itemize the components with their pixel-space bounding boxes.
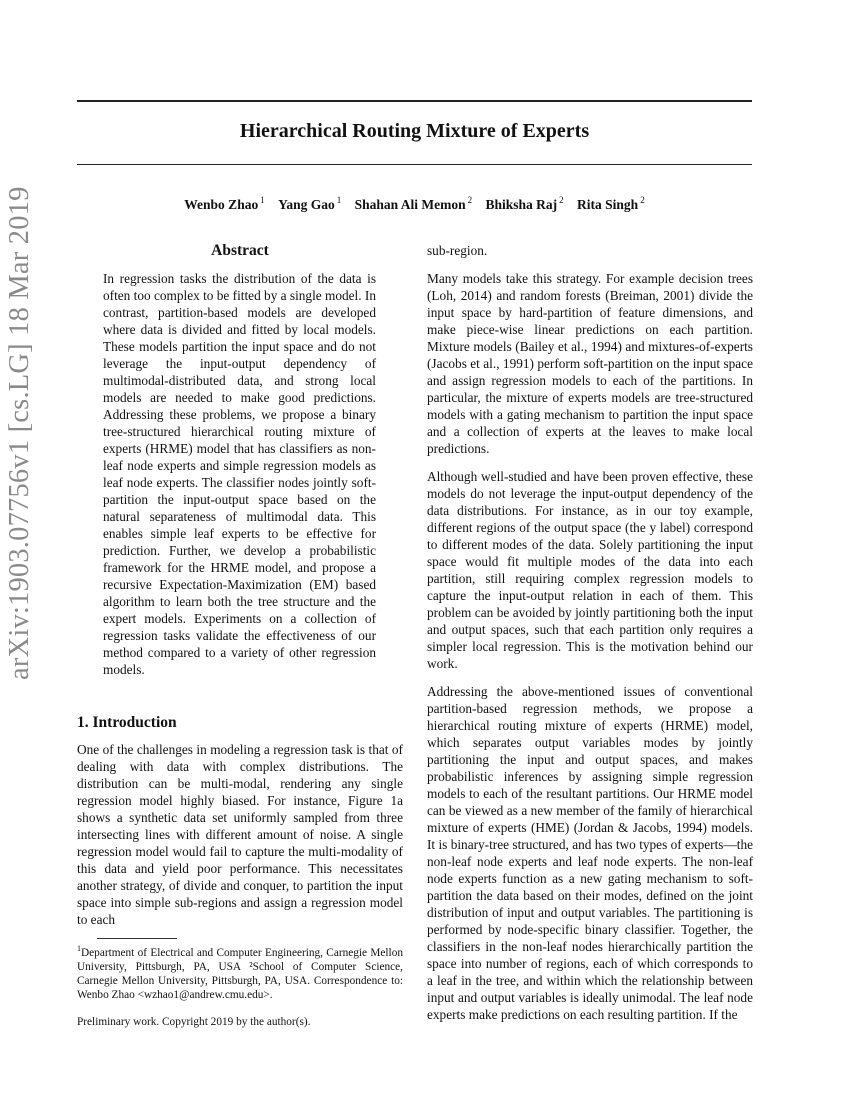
arxiv-identifier-stamp: arXiv:1903.07756v1 [cs.LG] 18 Mar 2019 — [4, 186, 35, 680]
author-name: Yang Gao — [278, 196, 335, 212]
author — [486, 197, 564, 212]
author-name: Rita Singh — [577, 196, 639, 212]
header-top-rule — [77, 100, 752, 102]
author-affiliation: 2 — [467, 195, 473, 205]
header-bottom-rule — [77, 164, 752, 165]
author — [577, 197, 645, 212]
affiliation-footnote — [77, 942, 403, 1002]
author-affiliation: 2 — [640, 195, 645, 205]
abstract-text: In regression tasks the distribution of the data is often too complex to be fitted by a single model. In contrast, partition-based models are developed where data is divided and fitted by local models. These models partition the input space and do not leverage the input-output dependency of multimodal-distributed data, and strong local models are needed to make good predictions. Addressing these problems, we propose a binary tree-structured hierarchical routing mixture of experts (HRME) model that has classifiers as non-leaf node experts and simple regression models as leaf node experts. The classifier nodes jointly soft-partition the input-output space based on the natural separateness of multimodal data. This enables simple leaf experts to be effective for prediction. Further, we develop a probabilistic framework for the HRME model, and propose a recursive Expectation-Maximization (EM) based algorithm to learn both the tree structure and the expert models. Experiments on a collection of regression tasks validate the effectiveness of our method compared to a variety of other regression models. — [103, 271, 376, 677]
author-affiliation: 2 — [559, 195, 564, 205]
footnote-text: Department of Electrical and Computer Engineering, Carnegie Mellon University, Pittsburgh, PA, USA ²School of Computer Science, Carnegie Mellon University, Pittsburgh, PA, USA. Correspondence to: Wenbo Zhao <wzhao1@andrew.cmu.edu>. — [77, 946, 403, 1001]
author-name: Wenbo Zhao — [184, 196, 259, 212]
author — [184, 197, 264, 212]
left-column — [77, 242, 403, 1031]
right-column — [427, 242, 753, 1023]
abstract-heading: Abstract — [211, 242, 269, 259]
copyright-notice: Preliminary work. Copyright 2019 by the author(s). — [77, 1015, 311, 1028]
intro-paragraph: One of the challenges in modeling a regression task is that of dealing with data with complex distributions. The distribution can be multi-modal, rendering any single regression model highly biased. For instance, Figure 1a shows a synthetic data set uniformly sampled from three intersecting lines with different amount of noise. A single regression model would fail to capture the multi-modality of this data and yield poor performance. This necessitates another strategy, of divide and conquer, to partition the input space into simple sub-regions and assign a regression model to each — [77, 742, 403, 927]
footnote-divider — [97, 938, 177, 939]
author — [278, 197, 341, 212]
section-heading-introduction: 1. Introduction — [77, 714, 177, 731]
paper-title: Hierarchical Routing Mixture of Experts — [239, 120, 590, 142]
continued-paragraph: sub-region. — [427, 243, 488, 258]
author-affiliation: 1 — [336, 195, 342, 205]
body-paragraph: Although well-studied and have been proven effective, these models do not leverage the input-output dependency of the data distributions. For instance, as in our toy example, different regions of the output space (the y label) correspond to different modes of the data. Solely partitioning the input space would fit multiple modes of the data into each partition, still requiring complex regression models to capture the input-output relation in each of them. This problem can be avoided by jointly partitioning both the input and output spaces, such that each partition only requires a simpler local regression. This is the motivation behind our work. — [427, 469, 753, 671]
author-name: Shahan Ali Memon — [354, 196, 466, 212]
body-paragraph: Many models take this strategy. For example decision trees (Loh, 2014) and random forests (Breiman, 2001) divide the input space by hard-partition of feature dimensions, and make piece-wise linear predictions on each partition. Mixture models (Bailey et al., 1994) and mixtures-of-experts (Jacobs et al., 1991) perform soft-partition on the input space and assign regression models to each of the partitions. In particular, the mixture of experts models are tree-structured models with a gating mechanism to partition the input space and a collection of experts at the leaves to make local predictions. — [427, 271, 753, 456]
author — [355, 197, 473, 212]
footnote-mark: 1 — [77, 944, 81, 953]
author-name: Bhiksha Raj — [485, 196, 558, 212]
body-paragraph: Addressing the above-mentioned issues of conventional partition-based regression methods, we propose a hierarchical routing mixture of experts (HRME) model, which separates output variables modes by jointly partitioning the input and output spaces, and makes probabilistic inferences by assigning simple regression models to each of the resultant partitions. Our HRME model can be viewed as a new member of the family of hierarchical mixture of experts (HME) (Jordan & Jacobs, 1994) models. It is binary-tree structured, and has two types of experts—the non-leaf node experts and leaf node experts. The non-leaf node experts function as a new gating mechanism to soft-partition the data based on their modes, defined on the joint distribution of input and output variables. The partitioning is performed by node-specific binary classifier. Together, the classifiers in the non-leaf nodes hierarchically partition the space into number of regions, each of which corresponds to a leaf in the tree, and within which the relationship between input and output variables is ideally unimodal. The leaf node experts make predictions on each resulting partition. If the — [427, 684, 753, 1022]
author-affiliation: 1 — [260, 195, 265, 205]
author-list — [77, 195, 752, 213]
